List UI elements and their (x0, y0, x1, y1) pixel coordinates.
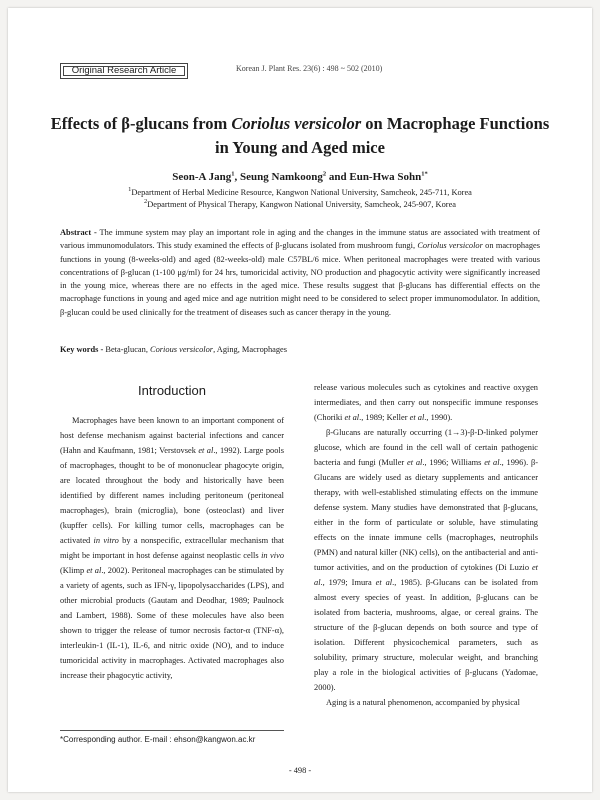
section-heading-introduction: Introduction (138, 383, 206, 398)
footnote-label: *Corresponding author. (60, 735, 143, 744)
article-type-badge: Original Research Article (60, 63, 188, 79)
keywords-label: Key words - (60, 345, 106, 354)
keyword-1: Beta-glucan, (105, 345, 151, 354)
intro-paragraph-2: β-Glucans are naturally occurring (1→3)-β-D-linked polymer glucose, which are found in the cell wall of certain pathogenic bacteria and fungi (Muller et al., 1996; Williams et al., 1996). β-Glucans are widely used as dietary supplements and anticancer therapy, with well-established stimulating effects on the immune defense system. Many studies have demonstrated that β-glucans, either in the form of particulate or soluble, have stimulating effects on the innate immune cells (macrophages, neutrophils (PMN) and natural killer (NK) cells), on the antibacterial and anti-tumor activities, and on the production of cytokines (Di Luzio et al., 1979; Imura et al., 1985). β-Glucans can be isolated from almost every species of yeast. In addition, β-glucans can be isolated from bacteria, mushrooms, algae, or cereal grains. The structure of the β-glucan depends on both source and type of isolation. Different physicochemical parameters, such as solubility, primary structure, molecular weight, and branching play a role in the biological activities of β-glucans (Yadomae, 2000). (314, 428, 539, 692)
keywords (60, 344, 540, 356)
abstract-label: Abstract (60, 228, 92, 237)
author-sep: and (326, 171, 350, 183)
title-part2: on Macrophage Functions (361, 114, 550, 133)
author-3: Eun-Hwa Sohn (349, 171, 422, 183)
right-column (314, 380, 538, 710)
title-part1: Effects of β-glucans from (50, 114, 232, 133)
title-species: Coriolus versicolor (231, 114, 362, 133)
footnote-rule (60, 730, 284, 731)
intro-paragraph-1-cont: release various molecules such as cytokines and reactive oxygen intermediates, and then carry out nonspecific immune responses (Choriki et al., 1989; Keller et al., 1990). (314, 383, 538, 422)
abstract-text-1: The immune system may play an important role in aging and the changes in the immune status are associated with treatment of various immunomodulators. This study examined the effects of β-glucans isolated from mushroom fungi, (60, 228, 540, 251)
affiliation-2-text: Department of Physical Therapy, Kangwon National University, Samcheok, 245-907, Korea (147, 200, 457, 209)
paper-title (48, 112, 552, 160)
abstract (60, 226, 540, 319)
left-column (60, 380, 284, 683)
journal-citation: Korean J. Plant Res. 23(6) : 498 ~ 502 (2010) (236, 64, 383, 73)
abstract-text-2: on macrophages functions in young (8-weeks-old) and aged (82-weeks-old) male C57BL/6 mice. When peritoneal macrophages were treated with various concentrations of β-glucan (1-100 μg/ml) for 24 hrs, tumoricidal activity, NO production and phagocytic activity were significantly increased in the young mice, whereas there are no effects in the aged mice. These results suggest that β-glucans has differential effects on the macrophage functions in young and aged mice and age nutrition might need to be considered to select proper immunomodulator. In addition, β-glucan could be used clinically for the treatment of diseases such as cancer therapy in the young. (60, 241, 540, 317)
intro-paragraph-3: Aging is a natural phenomenon, accompanied by physical (326, 698, 520, 707)
abstract-dash: - (91, 228, 100, 237)
keyword-3: , Aging, Macrophages (213, 345, 288, 354)
corresponding-author-footnote (60, 734, 360, 745)
author-1: Seon-A Jang (172, 171, 232, 183)
author-sep: , (234, 171, 241, 183)
paper-page (8, 8, 592, 792)
affiliation-2-sup: 2 (143, 198, 148, 206)
footnote-email: E-mail : ehson@kangwon.ac.kr (142, 735, 256, 744)
abstract-species: Coriolus versicolor (417, 241, 483, 251)
intro-paragraph-1: Macrophages have been known to an important component of host defense mechanism against bacterial infections and cancer (Hahn and Kaufmann, 1981; Verstovsek et al., 1992). Large pools of macrophages, thought to be of mononuclear phagocyte origin, are located throughout the body and historically have been identified by different names including peritoneum (peritoneal macrophages), brain (microglia), bone (osteoclast) and liver (kupffer cells). For killing tumor cells, macrophages can be activated in vitro by a nonspecific, extracellular mechanism that might be important in host defense against neoplastic cells in vivo (Klimp et al., 2002). Peritoneal macrophages can be stimulated by a variety of agents, such as IFN-γ, lipopolysaccharides (LPS), and other microbial products (Gautam and Deodhar, 1989; Paulnock and Lambert, 1988). Some of these molecules have also been shown to trigger the release of tumor necrosis factor-α (TNF-α), interleukin-1 (IL-1), IL-6, and nitric oxide (NO), and to induce tumoricidal activity in macrophages. Activated macrophages also increase their phagocytic activity, (60, 416, 285, 680)
affiliation-1-sup: 1 (128, 186, 132, 194)
affiliation-2 (68, 199, 532, 211)
author-2-sup: 2 (322, 170, 327, 178)
affiliation-1 (68, 187, 532, 199)
author-2: Seung Namkoong (240, 171, 323, 183)
author-3-sup: 1* (421, 170, 428, 178)
author-list (48, 170, 552, 184)
affiliation-1-text: Department of Herbal Medicine Resource, Kangwon National University, Samcheok, 245-711, Korea (131, 188, 472, 197)
author-1-sup: 1 (231, 170, 235, 178)
keyword-2: Corious versicolor (150, 345, 214, 354)
page-number: - 498 - (288, 766, 312, 775)
title-line2: in Young and Aged mice (215, 138, 385, 157)
